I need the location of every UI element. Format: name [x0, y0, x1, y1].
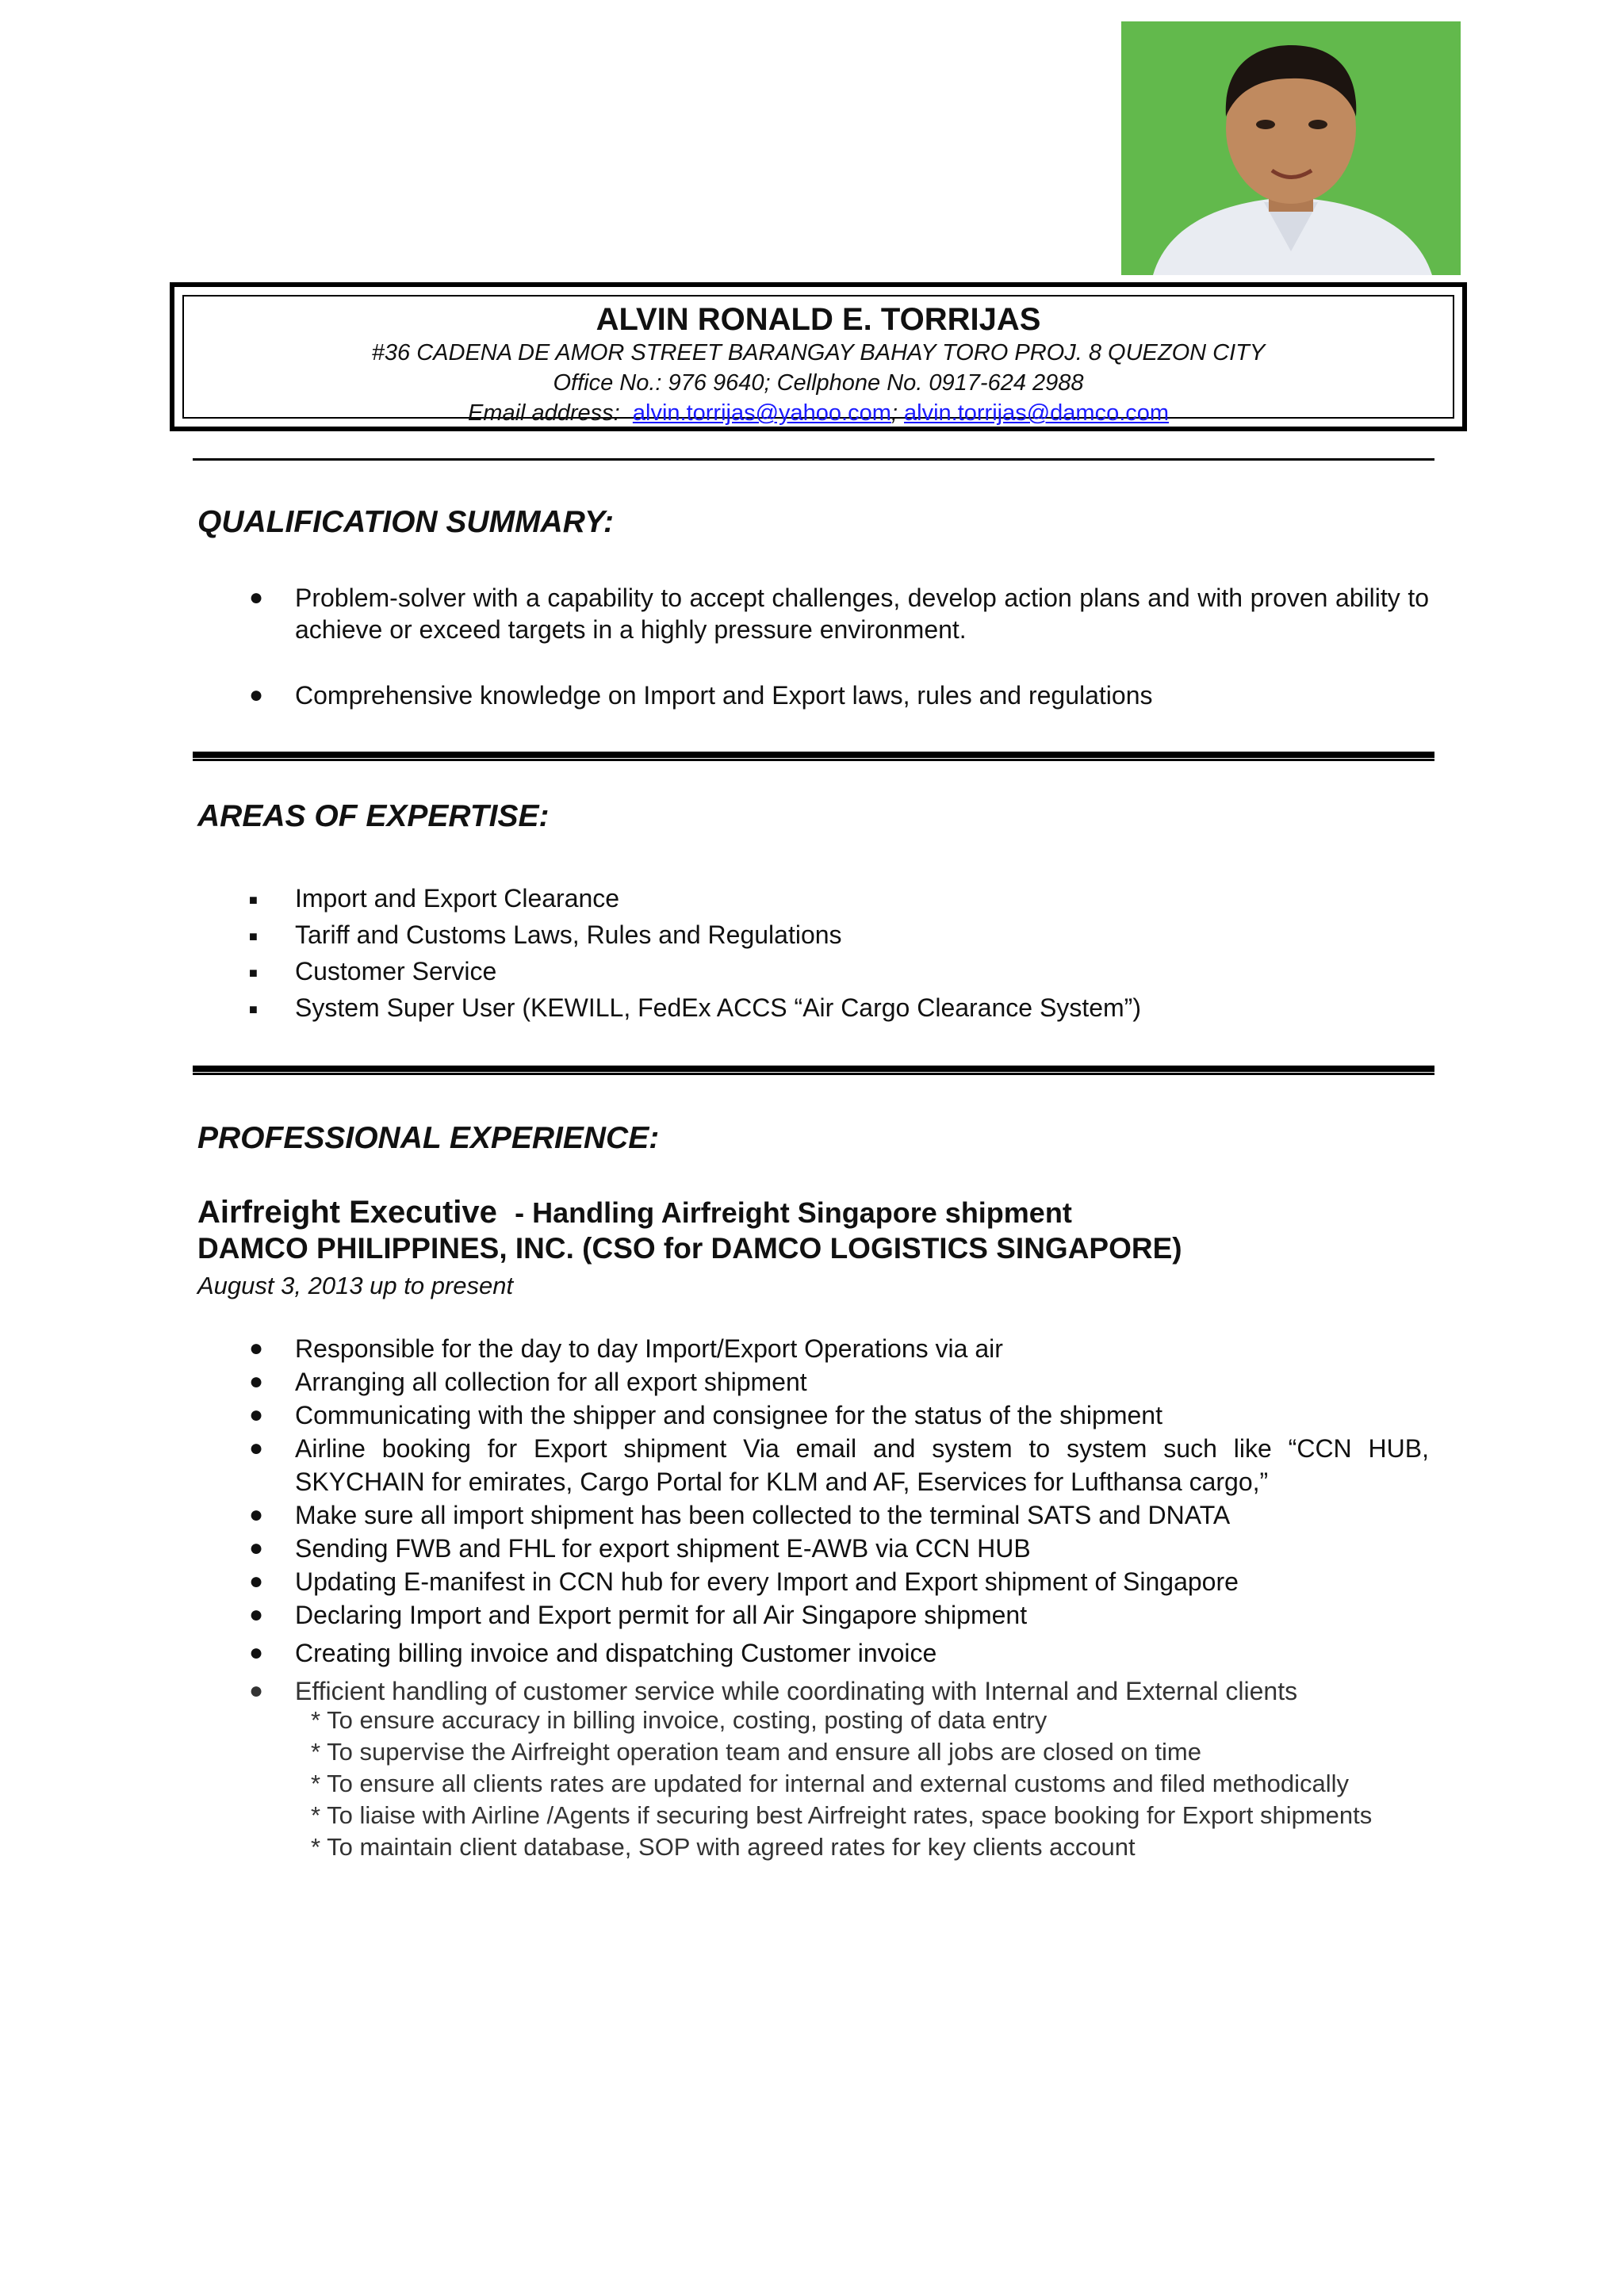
- list-item: [238, 582, 1429, 645]
- job-title-text: Airfreight Executive: [197, 1195, 497, 1230]
- list-item: [238, 1365, 1429, 1399]
- subnote: * To ensure all clients rates are updated for internal and external customs and filed methodically: [311, 1770, 1350, 1797]
- responsibility-subnotes: [295, 1705, 1429, 1863]
- bullet-icon: ●: [249, 1535, 264, 1561]
- email-link-damco[interactable]: alvin.torrijas@damco.com: [904, 400, 1170, 426]
- list-item: [238, 1532, 1429, 1565]
- subnote: * To liaise with Airline /Agents if securing best Airfreight rates, space booking for Export shipments: [311, 1801, 1373, 1829]
- bullet-icon: ●: [249, 1568, 264, 1594]
- square-bullet-icon: ■: [249, 892, 258, 908]
- list-item: [238, 916, 1429, 953]
- list-item: [238, 1432, 1429, 1498]
- duty-text: Airline booking for Export shipment Via email and system to system such like “CCN HUB, SKYCHAIN for emirates, Cargo Portal for KLM and AF, Eservices for Lufthansa cargo,”: [295, 1434, 1429, 1496]
- bullet-icon: ●: [249, 1435, 264, 1461]
- expertise-list: [238, 880, 1429, 1026]
- list-item: [238, 679, 1429, 711]
- subnote: * To maintain client database, SOP with agreed rates for key clients account: [311, 1833, 1136, 1861]
- expertise-item-text: Import and Export Clearance: [295, 884, 620, 913]
- divider: [193, 458, 1434, 461]
- professional-experience-title: PROFESSIONAL EXPERIENCE:: [197, 1121, 660, 1155]
- duty-text: Arranging all collection for all export shipment: [295, 1368, 807, 1396]
- company-name: DAMCO PHILIPPINES, INC. (CSO for DAMCO LOGISTICS SINGAPORE): [197, 1232, 1182, 1265]
- email-separator: ;: [891, 400, 898, 426]
- areas-of-expertise-title: AREAS OF EXPERTISE:: [197, 799, 550, 833]
- duty-text: Make sure all import shipment has been collected to the terminal SATS and DNATA: [295, 1501, 1231, 1529]
- email-link-yahoo[interactable]: alvin.torrijas@yahoo.com: [632, 400, 891, 426]
- contact-header: [170, 282, 1467, 431]
- employment-dates: August 3, 2013 up to present: [197, 1272, 514, 1299]
- list-item: [238, 1636, 1429, 1670]
- qualification-item-text: Problem-solver with a capability to accept challenges, develop action plans and with proven ability to achieve or exceed targets in a highly pressure environment.: [295, 584, 1429, 644]
- contact-header-inner: [182, 295, 1454, 426]
- list-item: [238, 880, 1429, 916]
- duty-text: Sending FWB and FHL for export shipment E-AWB via CCN HUB: [295, 1534, 1031, 1563]
- bullet-icon: ●: [249, 682, 264, 708]
- qualification-item-text: Comprehensive knowledge on Import and Export laws, rules and regulations: [295, 681, 1153, 710]
- qualification-list: [238, 582, 1429, 711]
- portrait-image: [1121, 21, 1461, 275]
- duty-text: Declaring Import and Export permit for all Air Singapore shipment: [295, 1601, 1028, 1629]
- duties-list: [238, 1332, 1429, 1708]
- bullet-icon: ●: [249, 1601, 264, 1628]
- list-item: [238, 1498, 1429, 1532]
- section-divider: [193, 1066, 1434, 1075]
- list-item: [238, 1399, 1429, 1432]
- list-item: [238, 1332, 1429, 1365]
- duty-text: Efficient handling of customer service while coordinating with Internal and External clients: [295, 1677, 1298, 1705]
- subnote: * To supervise the Airfreight operation team and ensure all jobs are closed on time: [311, 1738, 1201, 1766]
- expertise-item-text: Tariff and Customs Laws, Rules and Regulations: [295, 920, 842, 949]
- section-divider: [193, 752, 1434, 761]
- expertise-item-text: System Super User (KEWILL, FedEx ACCS “Air Cargo Clearance System”): [295, 993, 1141, 1022]
- bullet-icon: ●: [249, 1402, 264, 1428]
- duty-text: Responsible for the day to day Import/Export Operations via air: [295, 1334, 1003, 1363]
- email-line: [184, 398, 1453, 428]
- bullet-icon: ●: [249, 1368, 264, 1395]
- list-item: [238, 1565, 1429, 1598]
- list-item: [238, 1598, 1429, 1632]
- bullet-icon: ●: [249, 584, 264, 610]
- phone-numbers: Office No.: 976 9640; Cellphone No. 0917-624 2988: [553, 370, 1084, 396]
- address: #36 CADENA DE AMOR STREET BARANGAY BAHAY TORO PROJ. 8 QUEZON CITY: [371, 340, 1266, 365]
- expertise-item-text: Customer Service: [295, 957, 497, 985]
- duty-text: Updating E-manifest in CCN hub for every Import and Export shipment of Singapore: [295, 1567, 1239, 1596]
- bullet-icon: ●: [249, 1640, 264, 1666]
- email-label: Email address:: [467, 400, 620, 426]
- square-bullet-icon: ■: [249, 928, 258, 944]
- duty-text: Creating billing invoice and dispatching Customer invoice: [295, 1639, 937, 1667]
- square-bullet-icon: ■: [249, 965, 258, 981]
- applicant-name: ALVIN RONALD E. TORRIJAS: [596, 302, 1041, 337]
- bullet-icon: ●: [249, 1335, 264, 1361]
- list-item: [238, 1674, 1429, 1708]
- bullet-icon: ●: [249, 1678, 264, 1704]
- list-item: [238, 989, 1429, 1026]
- job-subtitle: - Handling Airfreight Singapore shipment: [515, 1196, 1072, 1229]
- profile-photo: [1121, 21, 1461, 275]
- qualification-summary-title: QUALIFICATION SUMMARY:: [197, 505, 615, 539]
- job-title: [197, 1194, 1072, 1231]
- bullet-icon: ●: [249, 1502, 264, 1528]
- duty-text: Communicating with the shipper and consignee for the status of the shipment: [295, 1401, 1162, 1429]
- square-bullet-icon: ■: [249, 1001, 258, 1017]
- subnote: * To ensure accuracy in billing invoice, costing, posting of data entry: [311, 1706, 1048, 1734]
- list-item: [238, 953, 1429, 989]
